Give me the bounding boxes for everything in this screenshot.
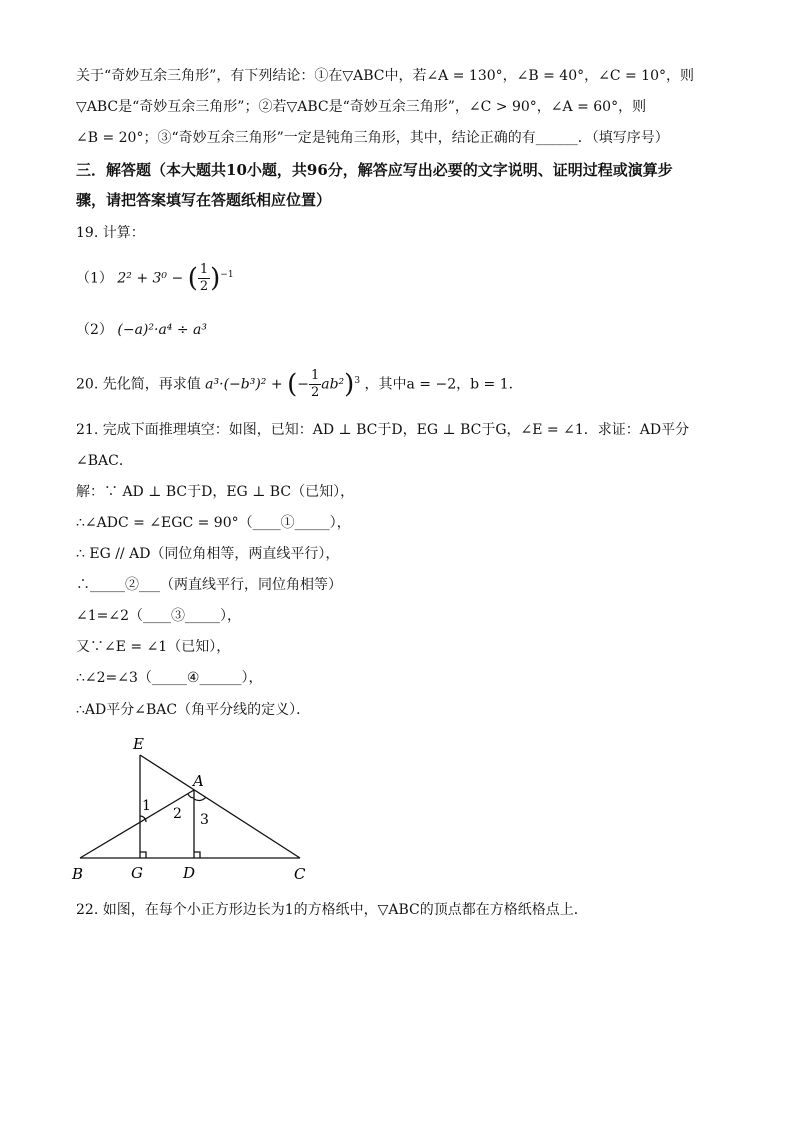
q19-title: 19. 计算：	[76, 225, 145, 241]
section3-heading-line-1: 三．解答题（本大题共10小题，共96分，解答应写出必要的文字说明、证明过程或演算步	[76, 161, 673, 179]
q20-fraction: $\frac{1}{2}$	[310, 368, 320, 401]
q19-part2-label: （2）	[76, 322, 113, 338]
q18-text-line-1: 关于“奇妙互余三角形”，有下列结论：①在▽ABC中，若∠A = 130°，∠B = 40°，∠C = 10°，则	[76, 68, 694, 84]
q22-line: 22. 如图，在每个小正方形边长为1的方格纸中，▽ABC的顶点都在方格纸格点上．	[76, 902, 588, 918]
right-angle-g	[140, 852, 146, 858]
right-angle-d	[194, 852, 200, 858]
q20-prefix: 20. 先化简，再求值	[76, 376, 201, 393]
label-angle-2: 2	[173, 806, 182, 822]
q21-step-2: ∴∠ADC = ∠EGC = 90°（____①_____），	[76, 515, 351, 531]
q20-expression-b: ab²	[321, 376, 345, 393]
q20-expression-a: a³·(−b³)² +	[205, 376, 283, 393]
q21-step-5: ∠1=∠2（____③_____），	[76, 608, 242, 624]
section3-heading-line-2: 骤，请把答案填写在答题纸相应位置）	[76, 191, 332, 209]
q19-part1: （1） 2² + 3⁰ − ( $\frac{1}{2}$ )$^{-1}$	[76, 262, 234, 295]
geometry-figure	[60, 728, 330, 888]
label-g: G	[131, 864, 143, 882]
angle-arc-3	[194, 797, 206, 800]
q21-step-3: ∴ EG // AD（同位角相等，两直线平行），	[76, 546, 340, 562]
q20-line: 20. 先化简，再求值 a³·(−b³)² + (− $\frac{1}{2}$ ab²)$^3$ ，其中a = −2，b = 1．	[76, 368, 523, 401]
q19-part1-expression: 2² + 3⁰ −	[117, 270, 184, 287]
angle-arc-2	[188, 794, 194, 798]
q21-step-1: 解：∵ AD ⊥ BC于D，EG ⊥ BC（已知），	[76, 484, 355, 500]
q20-suffix: ，其中a = −2，b = 1．	[364, 376, 523, 393]
q19-part1-exponent: −1	[220, 270, 234, 280]
label-c: C	[294, 865, 306, 883]
line-ec	[140, 755, 300, 858]
q21-step-4: ∴_____②___（两直线平行，同位角相等）	[76, 577, 342, 593]
q21-line-2: ∠BAC．	[76, 453, 133, 469]
label-d: D	[183, 864, 196, 882]
label-a: A	[193, 772, 204, 790]
q19-part2-expression: (−a)²·a⁴ ÷ a³	[117, 322, 207, 338]
q21-step-6: 又∵∠E = ∠1（已知），	[76, 639, 231, 655]
label-angle-3: 3	[200, 812, 209, 828]
q21-line-1: 21. 完成下面推理填空：如图，已知：AD ⊥ BC于D，EG ⊥ BC于G，∠E = ∠1．求证：AD平分	[76, 422, 690, 438]
q19-part2	[76, 320, 207, 340]
q21-step-8: ∴AD平分∠BAC（角平分线的定义）．	[76, 702, 311, 718]
label-angle-1: 1	[142, 798, 151, 814]
q18-text-line-3: ∠B = 20°；③“奇妙互余三角形”一定是钝角三角形，其中，结论正确的有______．（填写序号）	[76, 130, 669, 146]
label-b: B	[72, 865, 84, 883]
q19-part1-label: （1）	[76, 270, 113, 287]
q21-step-7: ∴∠2=∠3（_____④______），	[76, 670, 263, 686]
label-e: E	[133, 735, 144, 753]
line-ba	[80, 790, 194, 858]
q19-part1-fraction: $\frac{1}{2}$	[199, 262, 209, 295]
q20-exponent: 3	[354, 376, 361, 386]
q18-text-line-2: ▽ABC是“奇妙互余三角形”；②若▽ABC是“奇妙互余三角形”，∠C > 90°，∠A = 60°，则	[76, 99, 647, 115]
